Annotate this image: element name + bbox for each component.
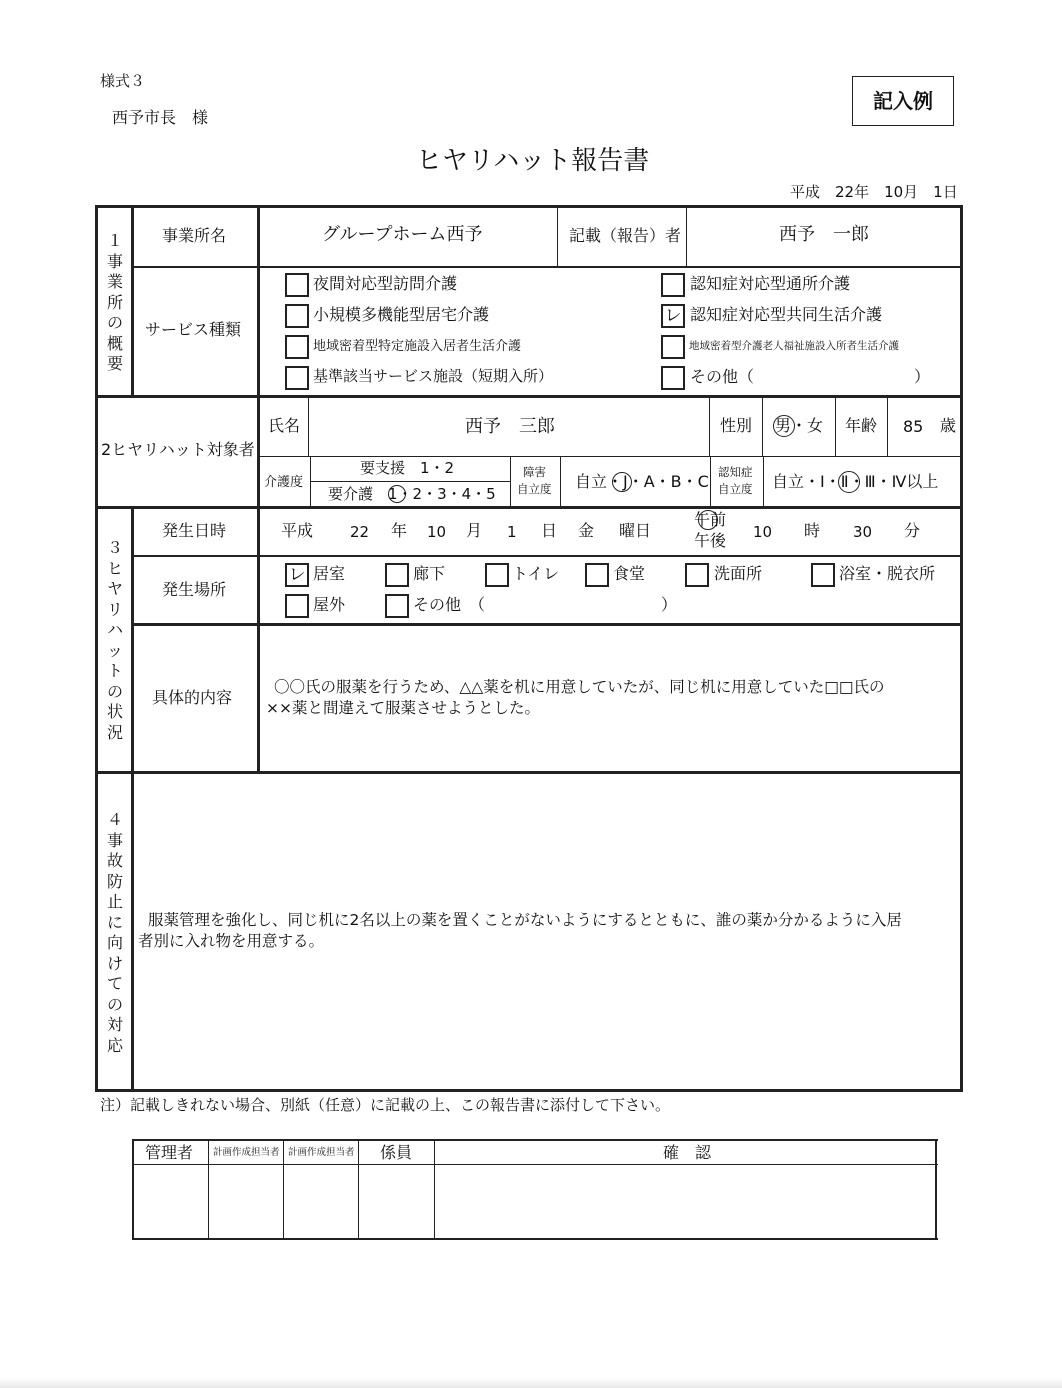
service-label: 基準該当サービス施設（短期入所）: [313, 367, 554, 385]
service-checkbox-group-home[interactable]: [661, 304, 685, 328]
place-label-item: 食堂: [613, 564, 646, 583]
section1-side-label: １ 事 業 所 の 概 要: [106, 231, 123, 373]
place-checkbox-corridor[interactable]: [385, 563, 409, 587]
place-label-item: 屋外: [313, 595, 346, 614]
service-label: 認知症対応型共同生活介護: [690, 305, 883, 324]
place-label-item: 浴室・脱衣所: [839, 564, 936, 583]
datetime-day[interactable]: 1: [507, 523, 517, 541]
approval-confirm-label: 確 認: [663, 1143, 712, 1162]
reporter-value[interactable]: 西予 一郎: [779, 224, 869, 245]
approval-manager-label: 管理者: [145, 1143, 194, 1162]
dementia-value[interactable]: 自立・Ⅰ・Ⅱ・Ⅲ・Ⅳ以上: [772, 472, 939, 491]
service-checkbox-other[interactable]: [661, 366, 685, 390]
age-value[interactable]: 85: [903, 417, 924, 436]
place-checkbox-bathroom[interactable]: [811, 563, 835, 587]
office-name-label: 事業所名: [162, 226, 227, 245]
footnote: 注）記載しきれない場合、別紙（任意）に記載の上、この報告書に添付して下さい。: [100, 1096, 671, 1114]
place-label-item: 洗面所: [714, 564, 763, 583]
datetime-minute-unit: 分: [904, 521, 921, 540]
subject-name-label: 氏名: [268, 416, 301, 435]
care-level-value[interactable]: 要介護 1・2・3・4・5: [328, 485, 496, 503]
datetime-hour[interactable]: 10: [753, 523, 773, 541]
staff-stamp-cell[interactable]: [360, 1166, 433, 1237]
datetime-day-unit: 日: [541, 521, 558, 540]
place-label-item: その他 （ ）: [413, 595, 678, 614]
place-label-item: 廊下: [413, 564, 446, 583]
dementia-label: 認知症: [718, 465, 753, 479]
place-checkbox-room[interactable]: [285, 563, 309, 587]
place-checkbox-other[interactable]: [385, 594, 409, 618]
place-label-item: 居室: [313, 564, 346, 583]
datetime-minute[interactable]: 30: [853, 523, 873, 541]
service-label: 地域密着型特定施設入居者生活介護: [313, 339, 522, 354]
section2-side-label: 2ヒヤリハット対象者: [101, 440, 255, 459]
datetime-month-unit: 月: [466, 521, 483, 540]
service-label: 認知症対応型通所介護: [690, 274, 851, 293]
form-number: 様式３: [100, 72, 146, 90]
place-checkbox-washroom[interactable]: [685, 563, 709, 587]
disability-value[interactable]: 自立・J・A・B・C: [575, 472, 709, 491]
support-level-value[interactable]: 要支援 1・2: [360, 459, 455, 477]
datetime-month[interactable]: 10: [427, 523, 447, 541]
service-checkbox-night-visit[interactable]: [285, 273, 309, 297]
datetime-year-unit: 年: [391, 521, 408, 540]
detail-text-line1[interactable]: 〇〇氏の服薬を行うため、△△薬を机に用意していたが、同じ机に用意していた□□氏の: [274, 678, 885, 696]
place-checkbox-toilet[interactable]: [485, 563, 509, 587]
planner2-stamp-cell[interactable]: [285, 1166, 357, 1237]
disability-label: 自立度: [517, 482, 552, 496]
confirm-cell[interactable]: [436, 1166, 934, 1237]
planner1-stamp-cell[interactable]: [210, 1166, 282, 1237]
office-name-value[interactable]: グループホーム西予: [322, 224, 483, 245]
service-checkbox-standard-short-stay[interactable]: [285, 366, 309, 390]
reporter-label: 記載（報告）者: [569, 226, 682, 245]
detail-label: 具体的内容: [152, 688, 233, 707]
datetime-year[interactable]: 22: [350, 523, 370, 541]
service-checkbox-community-elderly[interactable]: [661, 335, 685, 359]
datetime-hour-unit: 時: [804, 521, 821, 540]
report-date: 平成 22年 10月 1日: [790, 183, 958, 201]
service-checkbox-community-facility[interactable]: [285, 335, 309, 359]
detail-text-line2[interactable]: ××薬と間違えて服薬させようとした。: [266, 699, 540, 717]
age-label: 年齢: [845, 416, 878, 435]
prevention-text-line2[interactable]: 者別に入れ物を用意する。: [138, 932, 325, 950]
dementia-label: 自立度: [718, 482, 753, 496]
place-checkbox-outdoor[interactable]: [285, 594, 309, 618]
service-checkbox-dementia-daycare[interactable]: [661, 273, 685, 297]
place-label: 発生場所: [162, 580, 227, 599]
page-edge-shadow: [0, 1378, 1062, 1388]
sex-label: 性別: [720, 416, 753, 435]
check-mark: レ: [664, 306, 682, 326]
check-mark: レ: [288, 565, 306, 585]
page-title: ヒヤリハット報告書: [416, 146, 650, 176]
datetime-weekday[interactable]: 金: [578, 521, 595, 540]
care-level-label: 介護度: [264, 475, 304, 490]
place-checkbox-dining[interactable]: [585, 563, 609, 587]
service-label: 地域密着型介護老人福祉施設入所者生活介護: [689, 340, 899, 352]
prevention-text-line1[interactable]: 服薬管理を強化し、同じ机に2名以上の薬を置くことがないようにするとともに、誰の薬か分かるように入居: [148, 911, 902, 929]
addressee: 西予市長 様: [112, 108, 209, 127]
age-unit: 歳: [940, 416, 957, 435]
subject-name-value[interactable]: 西予 三郎: [465, 416, 555, 437]
section3-side-label: ３ ヒ ヤ リ ハ ッ ト の 状 況: [106, 538, 123, 742]
datetime-era: 平成: [281, 521, 314, 540]
service-type-label: サービス種類: [145, 320, 242, 339]
service-label: その他（ ）: [690, 367, 931, 386]
sex-value[interactable]: 男・女: [775, 416, 824, 435]
pm-label[interactable]: 午後: [694, 531, 727, 550]
approval-staff-label: 係員: [380, 1143, 413, 1162]
approval-planner2-label: 計画作成担当者: [288, 1147, 355, 1158]
service-checkbox-small-multi[interactable]: [285, 304, 309, 328]
sample-stamp: 記入例: [852, 76, 954, 126]
section4-side-label: ４ 事 故 防 止 に 向 け て の 対 応: [106, 810, 123, 1055]
approval-planner1-label: 計画作成担当者: [213, 1147, 280, 1158]
datetime-label: 発生日時: [162, 521, 227, 540]
manager-stamp-cell[interactable]: [134, 1166, 207, 1237]
disability-label: 障害: [523, 465, 546, 479]
am-label[interactable]: 午前: [694, 510, 727, 529]
service-label: 小規模多機能型居宅介護: [313, 305, 490, 324]
place-label-item: トイレ: [512, 564, 560, 583]
datetime-weekday-unit: 曜日: [619, 521, 652, 540]
service-label: 夜間対応型訪問介護: [313, 274, 458, 293]
